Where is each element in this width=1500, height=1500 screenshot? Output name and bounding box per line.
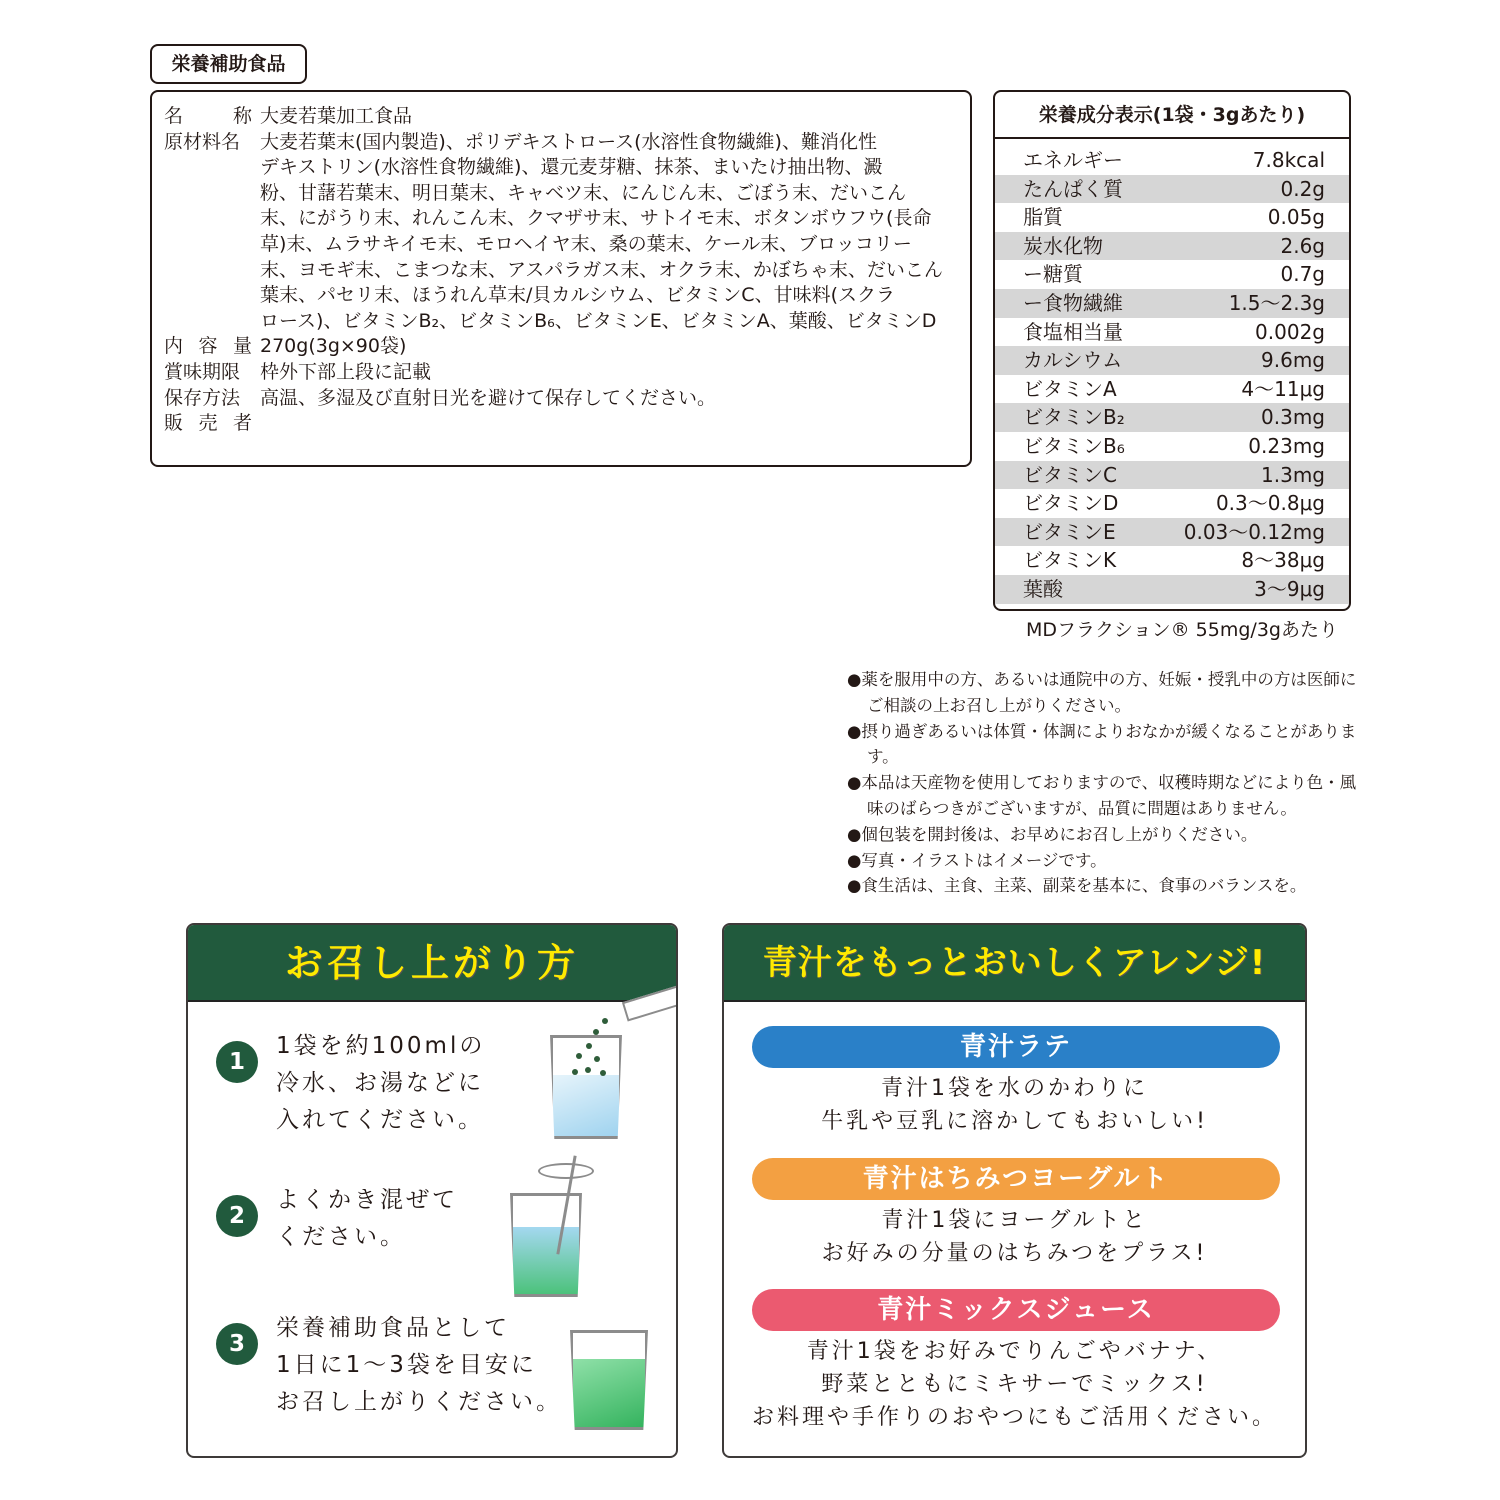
step-number: 1 [216, 1041, 258, 1083]
info-row-content [164, 334, 960, 360]
step-line: お召し上がりください。 [276, 1389, 562, 1415]
nutrition-row [995, 546, 1349, 575]
nutrition-row [995, 575, 1349, 604]
info-key: 原材料名 [164, 130, 241, 153]
nutrient-name: 葉酸 [1023, 576, 1063, 601]
step-text [276, 1310, 562, 1421]
nutrient-name: ビタミンB₂ [1023, 405, 1125, 430]
info-row-storage [164, 386, 960, 412]
nutrient-name: エネルギー [1023, 148, 1123, 172]
nutrient-value: 4〜11μg [1241, 376, 1325, 401]
nutrient-name: ー食物繊維 [1023, 290, 1123, 315]
ingredient-line: ロース)、ビタミンB₂、ビタミンB₆、ビタミンE、ビタミンA、葉酸、ビタミンD [260, 309, 937, 332]
glass-icon [550, 1035, 622, 1139]
nutrient-name: ビタミンB₆ [1023, 433, 1125, 458]
nutrient-value: 9.6mg [1261, 348, 1325, 373]
recipe-line: 青汁1袋をお好みでりんごやバナナ、 [806, 1339, 1223, 1364]
category-label: 栄養補助食品 [150, 44, 307, 84]
info-key-char: 売 [198, 412, 218, 435]
arrange-panel [722, 923, 1307, 1458]
nutrient-name: ビタミンK [1023, 548, 1117, 573]
nutrition-row [995, 432, 1349, 461]
nutrition-row [995, 146, 1349, 175]
nutrient-value: 7.8kcal [1252, 148, 1325, 172]
info-key-char: 名 [164, 105, 184, 127]
caution-note: ●食生活は、主食、主菜、副菜を基本に、食事のバランスを。 [847, 876, 1307, 896]
info-value: 270g(3g×90袋) [260, 335, 407, 358]
how-to-title: お召し上がり方 [188, 925, 676, 1002]
info-row-best-before [164, 360, 960, 386]
nutrition-rows [995, 139, 1349, 604]
ingredient-line: デキストリン(水溶性食物繊維)、還元麦芽糖、抹茶、まいたけ抽出物、澱 [260, 156, 883, 179]
info-key-char: 容 [198, 335, 218, 358]
info-value [260, 130, 960, 335]
nutrient-value: 8〜38μg [1241, 548, 1325, 573]
nutrient-name: ー糖質 [1023, 262, 1083, 287]
nutrient-value: 2.6g [1280, 233, 1325, 258]
recipe-line: お好みの分量のはちみつをプラス! [821, 1241, 1208, 1266]
nutrient-value: 1.5〜2.3g [1228, 290, 1325, 315]
step-line: ください。 [276, 1224, 406, 1250]
nutrient-name: 食塩相当量 [1023, 319, 1123, 344]
nutrition-row [995, 403, 1349, 432]
rotate-arrow-icon [538, 1163, 594, 1179]
recipe-line: 牛乳や豆乳に溶かしてもおいしい! [821, 1109, 1208, 1134]
nutrient-name: ビタミンC [1023, 462, 1117, 487]
nutrient-name: たんぱく質 [1023, 176, 1123, 201]
step-line: 入れてください。 [276, 1107, 484, 1133]
info-value [260, 411, 960, 437]
step-2 [216, 1182, 458, 1256]
info-key: 賞味期限 [164, 360, 241, 383]
info-key-char: 称 [232, 105, 252, 127]
recipe-line: お料理や手作りのおやつにもご活用ください。 [751, 1405, 1277, 1430]
step-line: 冷水、お湯などに [276, 1070, 484, 1096]
nutrition-title: 栄養成分表示(1袋・3gあたり) [995, 92, 1349, 139]
step-line: 1袋を約100mlの [276, 1033, 486, 1059]
info-row-ingredients [164, 130, 960, 335]
info-key: 保存方法 [164, 386, 241, 409]
caution-note: ●薬を服用中の方、あるいは通院中の方、妊娠・授乳中の方は医師にご相談の上お召し上がりください。 [847, 670, 1357, 715]
nutrition-row [995, 318, 1349, 347]
step-3 [216, 1310, 562, 1421]
caution-note: ●摂り過ぎあるいは体質・体調によりおなかが緩くなることがあります。 [847, 721, 1357, 767]
nutrition-row [995, 461, 1349, 490]
step-number: 3 [216, 1323, 258, 1365]
nutrient-value: 0.3〜0.8μg [1215, 491, 1325, 516]
recipe-latte-desc [724, 1072, 1305, 1138]
step-line: よくかき混ぜて [276, 1187, 458, 1213]
nutrition-facts-table [993, 90, 1351, 611]
info-key-char: 量 [232, 335, 252, 358]
nutrition-row [995, 203, 1349, 232]
ingredient-line: 末、にがうり末、れんこん末、クマザサ末、サトイモ末、ボタンボウフウ(長命 [260, 207, 932, 230]
info-value: 大麦若葉加工食品 [260, 105, 413, 127]
recipe-honey-yogurt-label: 青汁はちみつヨーグルト [752, 1158, 1280, 1200]
nutrient-value: 0.002g [1255, 319, 1325, 344]
nutrient-value: 0.2g [1280, 176, 1325, 201]
ingredient-line: 大麦若葉末(国内製造)、ポリデキストロース(水溶性食物繊維)、難消化性 [260, 130, 877, 153]
nutrient-value: 3〜9μg [1254, 576, 1325, 601]
recipe-mix-juice-desc [724, 1335, 1305, 1434]
glass-icon [510, 1193, 582, 1297]
nutrient-name: ビタミンA [1023, 376, 1117, 401]
glass-icon [570, 1330, 648, 1430]
nutrition-row [995, 260, 1349, 289]
recipe-line: 青汁1袋にヨーグルトと [881, 1208, 1148, 1233]
caution-note: ●写真・イラストはイメージです。 [847, 850, 1107, 870]
arrange-title: 青汁をもっとおいしくアレンジ! [724, 925, 1305, 1002]
nutrient-value: 1.3mg [1261, 462, 1325, 487]
nutrient-value: 0.7g [1280, 262, 1325, 287]
caution-notes [847, 667, 1367, 899]
nutrient-name: ビタミンE [1023, 519, 1116, 544]
recipe-honey-yogurt-desc [724, 1204, 1305, 1270]
info-key-char: 販 [164, 412, 184, 435]
step-text [276, 1028, 485, 1139]
how-to-panel [186, 923, 678, 1458]
nutrition-row [995, 375, 1349, 404]
info-row-name [164, 104, 960, 130]
recipe-mix-juice-label: 青汁ミックスジュース [752, 1289, 1280, 1331]
caution-note: ●個包装を開封後は、お早めにお召し上がりください。 [847, 824, 1258, 844]
step-1 [216, 1028, 485, 1139]
caution-note: ●本品は天産物を使用しておりますので、収穫時期などにより色・風味のばらつきがございますが、品質に問題はありません。 [847, 773, 1357, 818]
nutrition-row [995, 175, 1349, 204]
info-key-char: 者 [232, 412, 252, 435]
nutrient-name: カルシウム [1023, 348, 1123, 373]
info-value: 高温、多湿及び直射日光を避けて保存してください。 [260, 386, 717, 409]
nutrient-value: 0.05g [1267, 205, 1325, 230]
recipe-line: 青汁1袋を水のかわりに [881, 1076, 1148, 1101]
step-number: 2 [216, 1195, 258, 1237]
step-text [276, 1182, 458, 1256]
nutrition-row [995, 232, 1349, 261]
info-key [164, 334, 260, 360]
step-line: 栄養補助食品として [276, 1315, 510, 1341]
info-key [164, 104, 260, 130]
step-line: 1日に1〜3袋を目安に [276, 1352, 537, 1378]
recipe-line: 野菜とともにミキサーでミックス! [821, 1372, 1208, 1397]
ingredient-line: 末、ヨモギ末、こまつな末、アスパラガス末、オクラ末、かぼちゃ末、だいこん [260, 258, 943, 281]
ingredient-line: 葉末、パセリ末、ほうれん草末/貝カルシウム、ビタミンC、甘味料(スクラ [260, 284, 895, 307]
ingredient-line: 粉、甘藷若葉末、明日葉末、キャベツ末、にんじん末、ごぼう末、だいこん [260, 181, 907, 204]
nutrient-name: 脂質 [1023, 205, 1063, 230]
recipe-latte-label: 青汁ラテ [752, 1026, 1280, 1068]
info-key [164, 411, 260, 437]
nutrient-value: 0.3mg [1261, 405, 1325, 430]
nutrient-value: 0.23mg [1248, 433, 1325, 458]
nutrition-row [995, 289, 1349, 318]
md-fraction-note: MDフラクション® 55mg/3gあたり [1026, 619, 1338, 641]
nutrient-name: 炭水化物 [1023, 233, 1103, 258]
ingredient-line: 草)末、ムラサキイモ末、モロヘイヤ末、桑の葉末、ケール末、ブロッコリー [260, 232, 912, 255]
nutrition-row [995, 346, 1349, 375]
info-key-char: 内 [164, 335, 184, 358]
info-value: 枠外下部上段に記載 [260, 360, 432, 383]
nutrition-row [995, 518, 1349, 547]
nutrient-name: ビタミンD [1023, 491, 1119, 516]
product-info-box [150, 90, 972, 467]
nutrient-value: 0.03〜0.12mg [1183, 519, 1325, 544]
info-row-seller [164, 411, 960, 437]
nutrition-row [995, 489, 1349, 518]
